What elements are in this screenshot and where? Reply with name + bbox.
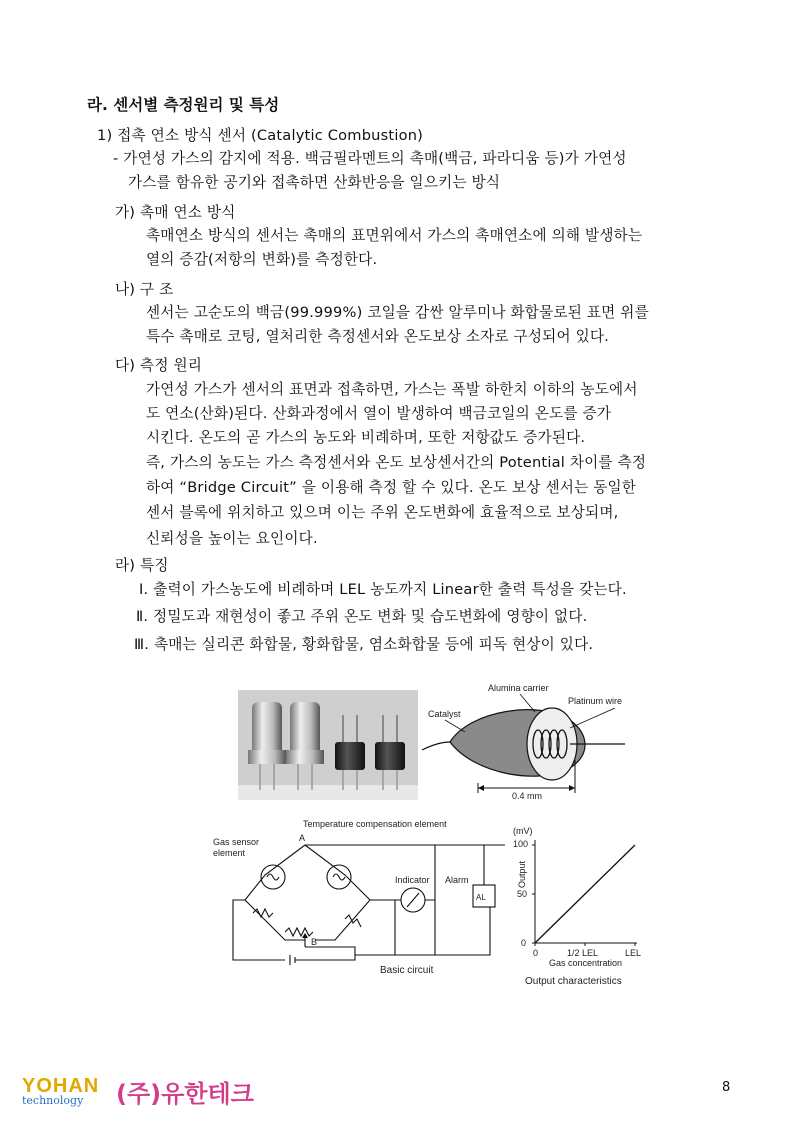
da-line-2: 도 연소(산화)된다. 산화과정에서 열이 발생하여 백금코일의 온도를 증가 [146,405,612,422]
gas-sensor-label-1: Gas sensor [213,837,260,847]
x-tick-half: 1/2 LEL [567,948,599,958]
platinum-wire-label: Platinum wire [568,696,623,706]
y-axis-label: Output [517,860,527,888]
alumina-carrier-label: Alumina carrier [488,683,549,693]
chart-caption: Output characteristics [525,976,622,987]
da-line-7: 신뢰성을 높이는 요인이다. [146,530,318,547]
bead-diagram [420,680,640,800]
node-b-label: B [311,937,318,947]
y-tick-0: 0 [521,938,527,948]
logo-text: YOHAN [22,1075,100,1097]
x-axis-label: Gas concentration [549,958,623,968]
node-a-label: A [299,833,306,843]
sensor-photo [238,690,418,800]
y-unit-label: (mV) [513,826,533,836]
ga-line-1: 촉매연소 방식의 센서는 촉매의 표면위에서 가스의 촉매연소에 의해 발생하는 [146,227,643,244]
ra-item-2: Ⅱ. 정밀도과 재현성이 좋고 주위 온도 변화 및 습도변화에 영향이 없다. [136,608,588,625]
ga-line-2: 열의 증감(저항의 변화)를 측정한다. [146,251,378,268]
alarm-label: Alarm [445,875,469,885]
company-name: (주)유한테크 [116,1080,254,1108]
ra-item-3: Ⅲ. 촉매는 실리콘 화합물, 황화합물, 염소화합물 등에 피독 현상이 있다. [134,636,594,653]
y-tick-50: 50 [517,889,528,899]
output-series-line [535,845,635,943]
output-chart [505,820,655,990]
x-tick-lel: LEL [625,948,642,958]
da-line-5: 하여 “Bridge Circuit” 을 이용해 측정 할 수 있다. 온도 보상 센서는 동일한 [146,479,637,496]
y-tick-100: 100 [513,839,529,849]
subsection-title: 1) 접촉 연소 방식 센서 (Catalytic Combustion) [97,127,424,144]
al-box-label: AL [476,893,486,902]
intro-line-2: 가스를 함유한 공기와 접촉하면 산화반응을 일으키는 방식 [128,174,501,191]
heading-da: 다) 측정 원리 [115,357,203,374]
indicator-label: Indicator [395,875,430,885]
temp-comp-label: Temperature compensation element [303,819,447,829]
basic-circuit [205,815,505,985]
page-number: 8 [722,1080,731,1095]
dimension-label: 0.4 mm [512,791,543,800]
na-line-1: 센서는 고순도의 백금(99.999%) 코일을 감싼 알루미나 화합물로된 표면 위를 [146,304,649,321]
heading-ga: 가) 촉매 연소 방식 [115,204,236,221]
da-line-6: 센서 블록에 위치하고 있으며 이는 주위 온도변화에 효율적으로 보상되며, [146,504,619,521]
catalyst-label: Catalyst [428,709,461,719]
ra-item-1: Ⅰ. 출력이 가스농도에 비례하며 LEL 농도까지 Linear한 출력 특성을 갖는다. [139,581,627,598]
circuit-caption: Basic circuit [380,965,434,976]
gas-sensor-label-2: element [213,848,246,858]
da-line-3: 시킨다. 온도의 곧 가스의 농도와 비례하며, 또한 저항값도 증가된다. [146,429,586,446]
x-tick-0: 0 [533,948,539,958]
intro-line-1: - 가연성 가스의 감지에 적용. 백금필라멘트의 촉매(백금, 파라디움 등)가 가연성 [113,150,627,167]
da-line-4: 즉, 가스의 농도는 가스 측정센서와 온도 보상센서간의 Potential 차이를 측정 [146,454,647,471]
section-title: 라. 센서별 측정원리 및 특성 [87,96,280,114]
da-line-1: 가연성 가스가 센서의 표면과 접촉하면, 가스는 폭발 하한치 이하의 농도에서 [146,381,638,398]
na-line-2: 특수 촉매로 코팅, 열처리한 측정센서와 온도보상 소자로 구성되어 있다. [146,328,610,345]
heading-ra: 라) 특징 [115,557,169,574]
heading-na: 나) 구 조 [115,281,174,298]
logo-sub: technology [22,1094,84,1107]
